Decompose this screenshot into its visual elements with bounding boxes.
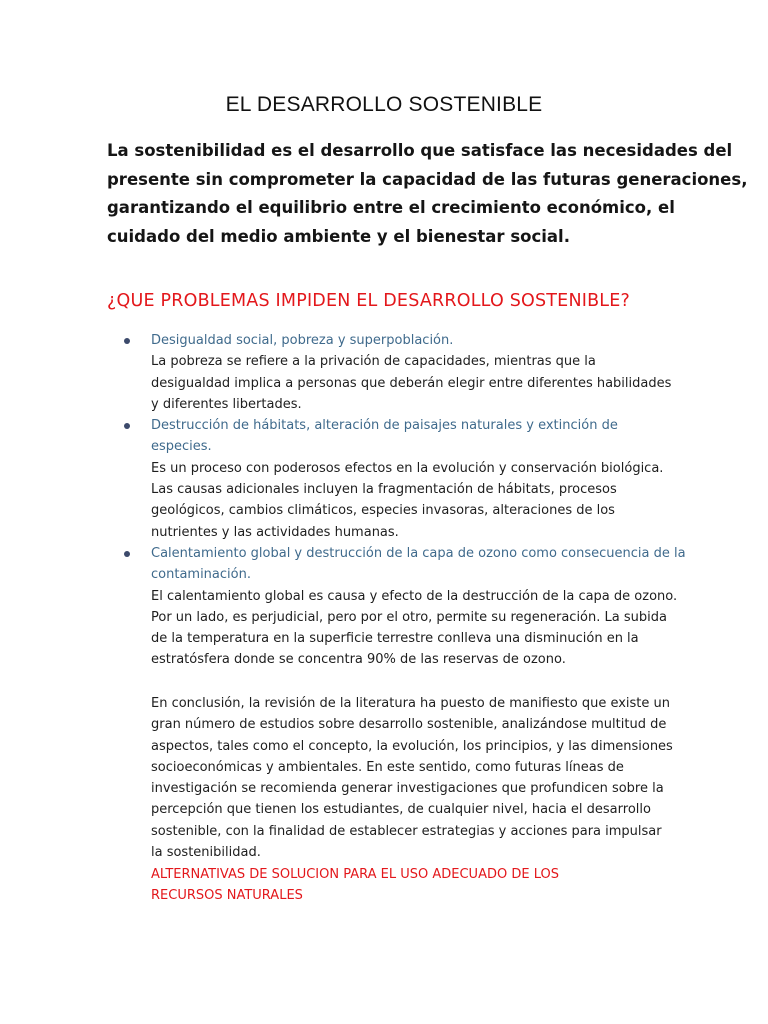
list-item	[124, 543, 684, 671]
conclusion-line: socioeconómicas y ambientales. En este sentido, como futuras líneas de	[151, 759, 624, 775]
list-item-body-line: Por un lado, es perjudicial, pero por el otro, permite su regeneración. La subida	[151, 609, 667, 625]
alternatives-line: RECURSOS NATURALES	[151, 888, 303, 904]
problems-list	[124, 330, 684, 671]
list-item-title	[151, 415, 684, 458]
conclusion-paragraph	[151, 693, 671, 863]
section-heading-problems: ¿QUE PROBLEMAS IMPIDEN EL DESARROLLO SOSTENIBLE?	[107, 291, 630, 311]
list-item-title-line: contaminación.	[151, 567, 251, 583]
list-item-body	[151, 351, 684, 415]
bullet-icon	[124, 551, 130, 557]
section-heading-alternatives	[151, 864, 671, 907]
list-item-title-line: especies.	[151, 439, 212, 455]
intro-line: La sostenibilidad es el desarrollo que satisface las necesidades del	[107, 141, 733, 160]
list-item-body-line: estratósfera donde se concentra 90% de las reservas de ozono.	[151, 652, 566, 668]
list-item-body	[151, 586, 684, 671]
list-item-title-line: Desigualdad social, pobreza y superpoblación.	[151, 333, 454, 348]
list-item-body-line: El calentamiento global es causa y efecto de la destrucción de la capa de ozono.	[151, 588, 678, 604]
intro-line: presente sin comprometer la capacidad de las futuras generaciones,	[107, 169, 748, 189]
conclusion-line: sostenible, con la finalidad de establecer estrategias y acciones para impulsar	[151, 823, 662, 839]
list-item-body	[151, 458, 684, 543]
conclusion-line: investigación se recomienda generar investigaciones que profundicen sobre la	[151, 781, 664, 797]
list-item-title	[151, 330, 684, 351]
conclusion-line: En conclusión, la revisión de la literatura ha puesto de manifiesto que existe un	[151, 696, 671, 711]
bullet-icon	[124, 423, 130, 429]
list-item-body-line: y diferentes libertades.	[151, 396, 302, 412]
list-item-title	[151, 543, 684, 586]
intro-paragraph	[107, 137, 748, 251]
list-item-body-line: Es un proceso con poderosos efectos en la evolución y conservación biológica.	[151, 460, 664, 476]
list-item-body-line: La pobreza se refiere a la privación de capacidades, mientras que la	[151, 354, 596, 370]
conclusion-line: percepción que tienen los estudiantes, de cualquier nivel, hacia el desarrollo	[151, 802, 651, 818]
list-item-title-line: Calentamiento global y destrucción de la capa de ozono como consecuencia de la	[151, 545, 686, 561]
list-item-body-line: Las causas adicionales incluyen la fragmentación de hábitats, procesos	[151, 482, 617, 498]
alternatives-line: ALTERNATIVAS DE SOLUCION PARA EL USO ADECUADO DE LOS	[151, 867, 559, 882]
list-item-title-line: Destrucción de hábitats, alteración de paisajes naturales y extinción de	[151, 418, 618, 434]
conclusion-line: aspectos, tales como el concepto, la evolución, los principios, y las dimensiones	[151, 738, 673, 754]
list-item-body-line: geológicos, cambios climáticos, especies invasoras, alteraciones de los	[151, 503, 615, 519]
bullet-icon	[124, 338, 130, 344]
list-item	[124, 415, 684, 543]
conclusion-line: la sostenibilidad.	[151, 845, 261, 861]
intro-line: garantizando el equilibrio entre el crecimiento económico, el	[107, 198, 675, 217]
list-item-body-line: nutrientes y las actividades humanas.	[151, 524, 399, 540]
page-title: EL DESARROLLO SOSTENIBLE	[225, 93, 543, 116]
list-item	[124, 330, 684, 415]
list-item-body-line: desigualdad implica a personas que deberán elegir entre diferentes habilidades	[151, 375, 672, 391]
list-item-body-line: de la temperatura en la superficie terrestre conlleva una disminución en la	[151, 631, 639, 647]
intro-line: cuidado del medio ambiente y el bienestar social.	[107, 226, 570, 246]
conclusion-line: gran número de estudios sobre desarrollo sostenible, analizándose multitud de	[151, 717, 667, 733]
